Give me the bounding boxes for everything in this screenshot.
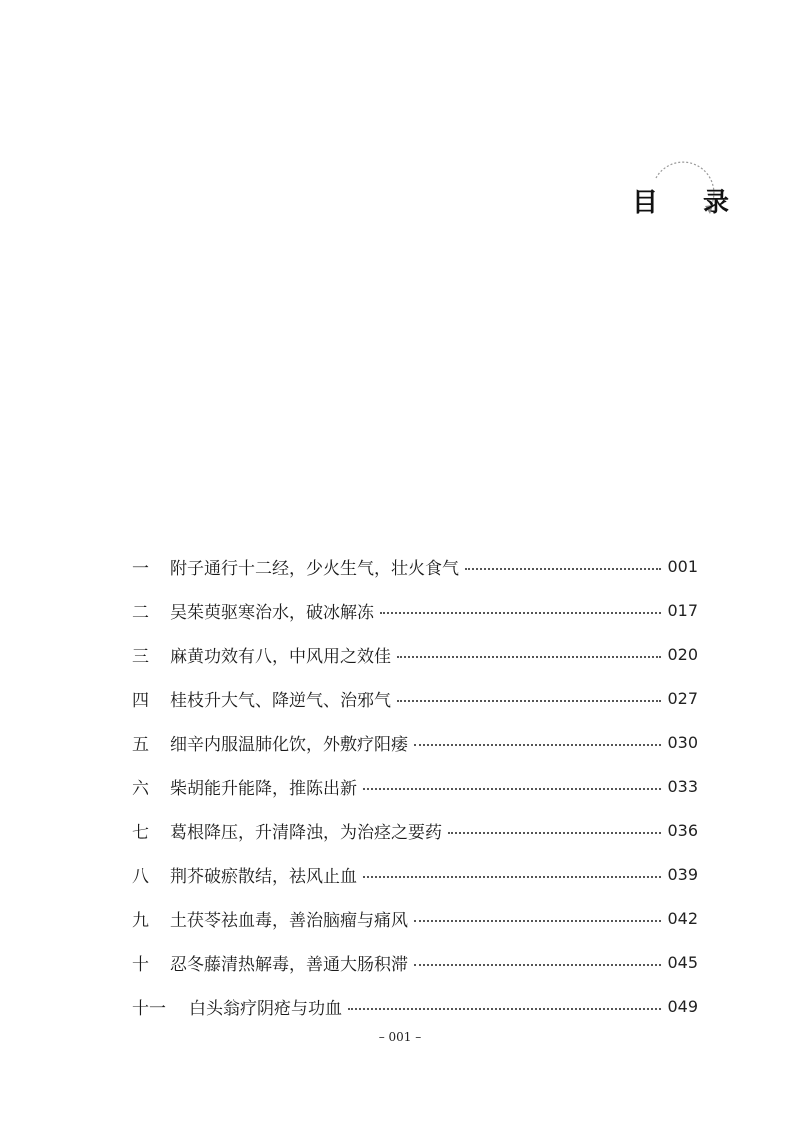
toc-entry[interactable] xyxy=(132,544,698,588)
toc-entry-number: 七 xyxy=(132,822,149,843)
toc-entry-number: 二 xyxy=(132,602,149,623)
toc-entry-page: 030 xyxy=(667,732,698,752)
leader-dots xyxy=(414,920,661,922)
leader-dots xyxy=(414,744,661,746)
toc-entry-title: 麻黄功效有八，中风用之效佳 xyxy=(170,646,391,667)
toc-entry-number: 一 xyxy=(132,558,149,579)
toc-entry-title: 荆芥破瘀散结，祛风止血 xyxy=(170,866,357,887)
toc-entry-title: 吴茱萸驱寒治水，破冰解冻 xyxy=(170,602,374,623)
toc-entry-title: 白头翁疗阴疮与功血 xyxy=(189,998,342,1019)
leader-dots xyxy=(465,568,661,570)
toc-entry[interactable] xyxy=(132,588,698,632)
toc-entry-page: 049 xyxy=(667,996,698,1016)
toc-entry-title: 柴胡能升能降，推陈出新 xyxy=(170,778,357,799)
toc-title-block xyxy=(618,160,748,230)
leader-dots xyxy=(448,832,661,834)
toc-entry-number: 八 xyxy=(132,866,149,887)
toc-entry-page: 036 xyxy=(667,820,698,840)
toc-entry-number: 五 xyxy=(132,734,149,755)
toc-entry[interactable] xyxy=(132,676,698,720)
leader-dots xyxy=(380,612,661,614)
toc-entry-page: 027 xyxy=(667,688,698,708)
toc-entry-title: 土茯苓祛血毒，善治脑瘤与痛风 xyxy=(170,910,408,931)
toc-entry-page: 033 xyxy=(667,776,698,796)
toc-entry-number: 四 xyxy=(132,690,149,711)
leader-dots xyxy=(363,788,661,790)
page-title: 目 录 xyxy=(632,188,748,218)
toc-entry[interactable] xyxy=(132,808,698,852)
toc-entry-page: 039 xyxy=(667,864,698,884)
toc-entry-page: 017 xyxy=(667,600,698,620)
toc-entry-page: 020 xyxy=(667,644,698,664)
toc-entry-number: 三 xyxy=(132,646,149,667)
toc-entry-number: 十 xyxy=(132,954,149,975)
toc-entry-title: 葛根降压，升清降浊，为治痉之要药 xyxy=(170,822,442,843)
toc-entry-number: 十一 xyxy=(132,998,166,1019)
table-of-contents xyxy=(132,544,698,1028)
toc-entry-title: 细辛内服温肺化饮，外敷疗阳痿 xyxy=(170,734,408,755)
toc-entry-title: 附子通行十二经，少火生气，壮火食气 xyxy=(170,558,459,579)
toc-entry-title: 桂枝升大气、降逆气、治邪气 xyxy=(170,690,391,711)
toc-entry-number: 九 xyxy=(132,910,149,931)
leader-dots xyxy=(348,1008,661,1010)
toc-entry[interactable] xyxy=(132,632,698,676)
leader-dots xyxy=(363,876,661,878)
page-number-footer: – 001 – xyxy=(378,1030,422,1044)
toc-entry[interactable] xyxy=(132,984,698,1028)
leader-dots xyxy=(397,656,661,658)
toc-entry[interactable] xyxy=(132,896,698,940)
toc-entry-page: 001 xyxy=(667,556,698,576)
leader-dots xyxy=(397,700,661,702)
toc-entry-page: 042 xyxy=(667,908,698,928)
toc-entry-number: 六 xyxy=(132,778,149,799)
toc-entry-title: 忍冬藤清热解毒，善通大肠积滞 xyxy=(170,954,408,975)
leader-dots xyxy=(414,964,661,966)
toc-entry[interactable] xyxy=(132,940,698,984)
toc-entry[interactable] xyxy=(132,852,698,896)
toc-entry[interactable] xyxy=(132,764,698,808)
toc-entry[interactable] xyxy=(132,720,698,764)
toc-entry-page: 045 xyxy=(667,952,698,972)
